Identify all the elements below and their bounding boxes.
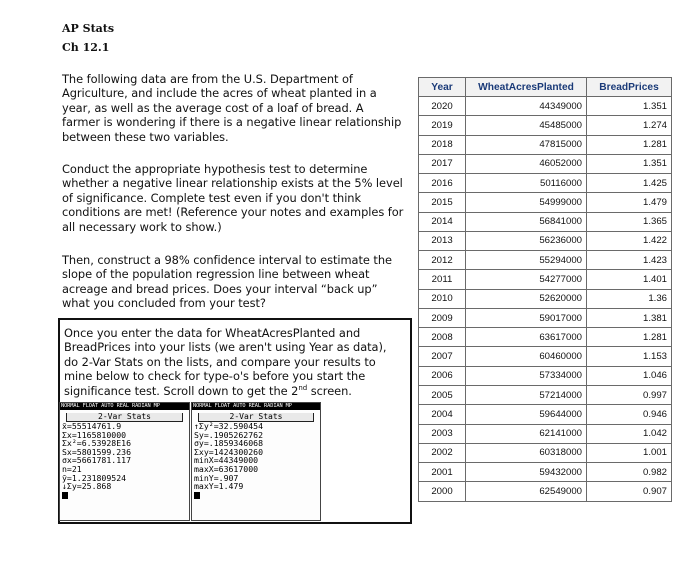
table-row xyxy=(419,135,672,154)
year-cell: 2011 xyxy=(419,270,466,289)
wheat-acres-cell: 57334000 xyxy=(466,366,587,385)
bread-price-cell: 1.274 xyxy=(587,116,672,135)
column-header-bread-prices: BreadPrices xyxy=(587,78,672,97)
data-table xyxy=(418,77,672,502)
text-line: BreadPrices into your lists (we aren't using Year as data), xyxy=(64,340,387,355)
table-row xyxy=(419,347,672,366)
bread-price-cell: 1.425 xyxy=(587,174,672,193)
cursor-block xyxy=(62,492,68,499)
text-line: Once you enter the data for WheatAcresPlanted and xyxy=(64,326,361,340)
bread-price-cell: 1.281 xyxy=(587,328,672,347)
calculator-status-bar: NORMAL FLOAT AUTO REAL RADIAN MP xyxy=(60,403,189,410)
table-row xyxy=(419,424,672,443)
year-cell: 2007 xyxy=(419,347,466,366)
stat-line: Sy=.1905262762 xyxy=(194,429,264,440)
wheat-acres-cell: 45485000 xyxy=(466,116,587,135)
table-row xyxy=(419,328,672,347)
bread-price-cell: 1.36 xyxy=(587,289,672,308)
table-row xyxy=(419,116,672,135)
bread-price-cell: 1.423 xyxy=(587,251,672,270)
table-row xyxy=(419,154,672,173)
bread-price-cell: 0.907 xyxy=(587,482,672,501)
table-row xyxy=(419,405,672,424)
stat-line: x̄=55514761.9 xyxy=(62,421,122,431)
intro-paragraph xyxy=(62,72,407,144)
year-cell: 2019 xyxy=(419,116,466,135)
text-line: whether a negative linear relationship exists at the 5% level xyxy=(62,176,403,191)
wheat-acres-cell: 47815000 xyxy=(466,135,587,154)
column-header-year: Year xyxy=(419,78,466,97)
year-cell: 2008 xyxy=(419,328,466,347)
calculator-instructions xyxy=(64,326,409,398)
wheat-acres-cell: 57214000 xyxy=(466,385,587,404)
text-line: Then, construct a 98% confidence interval to estimate the xyxy=(62,253,392,267)
wheat-acres-cell: 55294000 xyxy=(466,251,587,270)
wheat-acres-cell: 50116000 xyxy=(466,174,587,193)
table-row xyxy=(419,212,672,231)
year-cell: 2017 xyxy=(419,154,466,173)
year-cell: 2001 xyxy=(419,463,466,482)
text-line: mine below to check for type-o's before you start the xyxy=(64,369,366,384)
bread-price-cell: 1.153 xyxy=(587,347,672,366)
text-line: conditions are met! (Reference your notes and examples for xyxy=(62,205,404,220)
wheat-acres-cell: 62549000 xyxy=(466,482,587,501)
cursor-block xyxy=(194,492,200,499)
table-row xyxy=(419,270,672,289)
wheat-acres-cell: 59432000 xyxy=(466,463,587,482)
text-line: what you concluded from your test? xyxy=(62,296,266,311)
wheat-acres-cell: 60460000 xyxy=(466,347,587,366)
bread-price-cell: 1.479 xyxy=(587,193,672,212)
text-line: The following data are from the U.S. Department of xyxy=(62,72,353,86)
table-row xyxy=(419,193,672,212)
text-line: do 2-Var Stats on the lists, and compare your results to xyxy=(64,354,376,369)
table-row xyxy=(419,289,672,308)
stat-line: ↓Σy=25.868 xyxy=(62,481,112,492)
bread-price-cell: 1.365 xyxy=(587,212,672,231)
year-cell: 2000 xyxy=(419,482,466,501)
year-cell: 2010 xyxy=(419,289,466,308)
table-row xyxy=(419,463,672,482)
bread-price-cell: 1.351 xyxy=(587,154,672,173)
wheat-acres-cell: 44349000 xyxy=(466,97,587,116)
year-cell: 2020 xyxy=(419,97,466,116)
text-line: Conduct the appropriate hypothesis test to determine xyxy=(62,162,368,176)
year-cell: 2018 xyxy=(419,135,466,154)
bread-price-cell: 1.351 xyxy=(587,97,672,116)
stat-line: maxX=63617000 xyxy=(194,463,259,474)
text-line: slope of the population regression line between wheat xyxy=(62,267,370,282)
stat-line: σx=5661781.117 xyxy=(62,455,132,466)
calculator-screen-1 xyxy=(59,402,190,521)
column-header-wheat-acres: WheatAcresPlanted xyxy=(466,78,587,97)
table-header-row xyxy=(419,78,672,97)
wheat-acres-cell: 62141000 xyxy=(466,424,587,443)
section-title: Ch 12.1 xyxy=(62,41,110,54)
bread-price-cell: 0.946 xyxy=(587,405,672,424)
year-cell: 2003 xyxy=(419,424,466,443)
table-row xyxy=(419,308,672,327)
wheat-acres-cell: 59644000 xyxy=(466,405,587,424)
bread-price-cell: 0.982 xyxy=(587,463,672,482)
text-fragment: screen. xyxy=(307,383,352,398)
text-line: farmer is wondering if there is a negative linear relationship xyxy=(62,115,402,130)
stat-line: minY=.907 xyxy=(194,472,239,483)
calculator-status-bar: NORMAL FLOAT AUTO REAL RADIAN MP xyxy=(192,403,320,410)
stat-line: ↑Σy²=32.590454 xyxy=(194,421,264,431)
year-cell: 2015 xyxy=(419,193,466,212)
bread-price-cell: 1.042 xyxy=(587,424,672,443)
bread-price-cell: 1.401 xyxy=(587,270,672,289)
confidence-interval-paragraph xyxy=(62,253,407,311)
text-fragment: significance test. Scroll down to get the 2 xyxy=(64,383,299,398)
calculator-title: 2-Var Stats xyxy=(66,413,183,422)
bread-price-cell: 1.422 xyxy=(587,231,672,250)
year-cell: 2009 xyxy=(419,308,466,327)
year-cell: 2002 xyxy=(419,443,466,462)
year-cell: 2004 xyxy=(419,405,466,424)
text-line: of significance. Complete test even if you don't think xyxy=(62,190,362,205)
table-row xyxy=(419,174,672,193)
stat-line: minX=44349000 xyxy=(194,455,259,466)
wheat-acres-cell: 52620000 xyxy=(466,289,587,308)
bread-price-cell: 1.381 xyxy=(587,308,672,327)
wheat-acres-cell: 56841000 xyxy=(466,212,587,231)
stat-line: ȳ=1.231809524 xyxy=(62,472,127,483)
calculator-screen-2 xyxy=(191,402,321,521)
stat-line: Σx=1165810000 xyxy=(62,429,127,440)
bread-price-cell: 0.997 xyxy=(587,385,672,404)
text-line xyxy=(64,384,409,398)
wheat-acres-cell: 54999000 xyxy=(466,193,587,212)
table-row xyxy=(419,482,672,501)
course-title: AP Stats xyxy=(62,22,115,35)
text-line: Agriculture, and include the acres of wheat planted in a xyxy=(62,86,377,101)
bread-price-cell: 1.046 xyxy=(587,366,672,385)
text-line: year, as well as the average cost of a loaf of bread. A xyxy=(62,100,364,115)
stat-line: Σx²=6.53928E16 xyxy=(62,438,132,449)
stat-line: σy=.1859346068 xyxy=(194,438,264,449)
table-row xyxy=(419,385,672,404)
wheat-acres-cell: 54277000 xyxy=(466,270,587,289)
wheat-acres-cell: 56236000 xyxy=(466,231,587,250)
bread-price-cell: 1.281 xyxy=(587,135,672,154)
hypothesis-test-paragraph xyxy=(62,162,407,234)
wheat-acres-cell: 63617000 xyxy=(466,328,587,347)
table-row xyxy=(419,251,672,270)
year-cell: 2006 xyxy=(419,366,466,385)
superscript: nd xyxy=(298,383,308,392)
year-cell: 2012 xyxy=(419,251,466,270)
text-line: all necessary work to show.) xyxy=(62,219,222,234)
stat-line: Sx=5801599.236 xyxy=(62,446,132,457)
year-cell: 2016 xyxy=(419,174,466,193)
table-row xyxy=(419,97,672,116)
stat-line: n=21 xyxy=(62,463,82,474)
year-cell: 2005 xyxy=(419,385,466,404)
table-row xyxy=(419,366,672,385)
stat-line: Σxy=1424300260 xyxy=(194,446,264,457)
year-cell: 2014 xyxy=(419,212,466,231)
table-row xyxy=(419,443,672,462)
calculator-title: 2-Var Stats xyxy=(198,413,314,422)
table-row xyxy=(419,231,672,250)
wheat-acres-cell: 60318000 xyxy=(466,443,587,462)
bread-price-cell: 1.001 xyxy=(587,443,672,462)
wheat-acres-cell: 46052000 xyxy=(466,154,587,173)
text-line: acreage and bread prices. Does your interval “back up” xyxy=(62,281,378,296)
text-line: between these two variables. xyxy=(62,129,229,144)
stat-line: maxY=1.479 xyxy=(194,481,244,492)
year-cell: 2013 xyxy=(419,231,466,250)
wheat-acres-cell: 59017000 xyxy=(466,308,587,327)
